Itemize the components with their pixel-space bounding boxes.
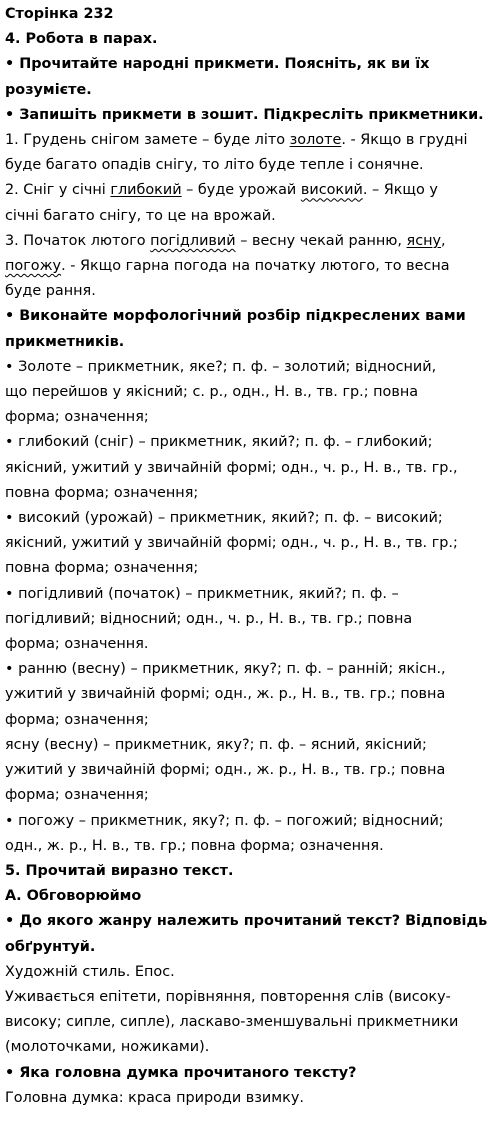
task-4-title: 4. Робота в парах. — [5, 31, 158, 48]
analysis-line: повна форма; означення; — [5, 484, 199, 501]
analysis-line: форма; означення; — [5, 787, 149, 804]
proverb-3-line-1: 3. Початок лютого погідливий – весну чекай ранню, ясну, — [5, 232, 446, 249]
analysis-line: • високий (урожай) – прикметник, який?; п. ф. – високий; — [5, 510, 443, 527]
wavy-underlined-adjective: погідливий — [150, 232, 236, 249]
task-5-question-1-line-2: обґрунтуй. — [5, 938, 96, 955]
proverb-2-line-1: 2. Сніг у січні глибокий – буде урожай високий. – Якщо у — [5, 182, 438, 199]
task-5-title: 5. Прочитай виразно текст. — [5, 862, 234, 879]
analysis-line: форма; означення. — [5, 636, 149, 653]
answer-line: Уживається епітети, порівняння, повторення слів (високу- — [5, 988, 451, 1005]
answer-line: Художній стиль. Епос. — [5, 963, 175, 980]
proverb-3-line-2: погожу. - Якщо гарна погода на початку лютого, то весна — [5, 258, 450, 275]
analysis-line: • погожу – прикметник, яку?; п. ф. – погожий; відносний; — [5, 812, 444, 829]
analysis-line: якісний, ужитий у звичайній формі; одн., ч. р., Н. в., тв. гр.; — [5, 535, 458, 552]
task-5-subtitle: А. Обговорюймо — [5, 888, 142, 905]
analysis-line: • ранню (весну) – прикметник, яку?; п. ф. – ранній; якісн., — [5, 661, 446, 678]
task-5-question-1-line-1: • До якого жанру належить прочитаний текст? Відповідь — [5, 913, 488, 930]
task-4-instruction-1-line-1: • Прочитайте народні прикмети. Поясніть, як ви їх — [5, 56, 430, 73]
page-header: Сторінка 232 — [5, 6, 114, 22]
task-4-instruction-3-line-2: прикметників. — [5, 333, 125, 350]
analysis-line: погідливий; відносний; одн., ч. р., Н. в., тв. гр.; повна — [5, 610, 413, 627]
underlined-adjective: глибокий — [110, 182, 182, 199]
analysis-line: якісний, ужитий у звичайній формі; одн., ч. р., Н. в., тв. гр., — [5, 459, 458, 476]
answer-line: (молоточками, ножиками). — [5, 1039, 210, 1056]
task-4-instruction-1-line-2: розумієте. — [5, 81, 92, 98]
analysis-line: ужитий у звичайній формі; одн., ж. р., Н. в., тв. гр.; повна — [5, 762, 446, 779]
answer-line: Головна думка: краса природи взимку. — [5, 1089, 304, 1106]
proverb-1-line-1: 1. Грудень снігом замете – буде літо золоте. - Якщо в грудні — [5, 132, 468, 149]
wavy-underlined-adjective: погожу — [5, 258, 62, 275]
analysis-line: ужитий у звичайній формі; одн., ж. р., Н. в., тв. гр.; повна — [5, 686, 446, 703]
analysis-line: повна форма; означення; — [5, 560, 199, 577]
analysis-line: що перейшов у якісний; с. р., одн., Н. в., тв. гр.; повна — [5, 384, 419, 401]
answer-line: високу; сипле, сипле), ласкаво-зменшувальні прикметники — [5, 1014, 459, 1031]
analysis-line: форма; означення; — [5, 409, 149, 426]
analysis-line: • погідливий (початок) – прикметник, який?; п. ф. – — [5, 585, 399, 602]
underlined-adjective: ясну — [406, 232, 442, 249]
analysis-line: ясну (весну) – прикметник, яку?; п. ф. – ясний, якісний; — [5, 736, 427, 753]
analysis-line: • глибокий (сніг) – прикметник, який?; п. ф. – глибокий; — [5, 434, 433, 451]
analysis-line: • Золоте – прикметник, яке?; п. ф. – золотий; відносний, — [5, 358, 437, 375]
proverb-3-line-3: буде рання. — [5, 283, 96, 300]
proverb-1-line-2: буде багато опадів снігу, то літо буде тепле і сонячне. — [5, 157, 424, 174]
task-4-instruction-2: • Запишіть прикмети в зошит. Підкресліть прикметники. — [5, 106, 484, 123]
underlined-adjective: золоте — [289, 132, 342, 149]
analysis-line: одн., ж. р., Н. в., тв. гр.; повна форма; означення. — [5, 837, 384, 854]
task-4-instruction-3-line-1: • Виконайте морфологічний розбір підкреслених вами — [5, 308, 466, 325]
wavy-underlined-adjective: високий — [300, 182, 363, 199]
task-5-question-2: • Яка головна думка прочитаного тексту? — [5, 1064, 357, 1081]
proverb-2-line-2: січні багато снігу, то це на врожай. — [5, 207, 276, 224]
analysis-line: форма; означення; — [5, 711, 149, 728]
